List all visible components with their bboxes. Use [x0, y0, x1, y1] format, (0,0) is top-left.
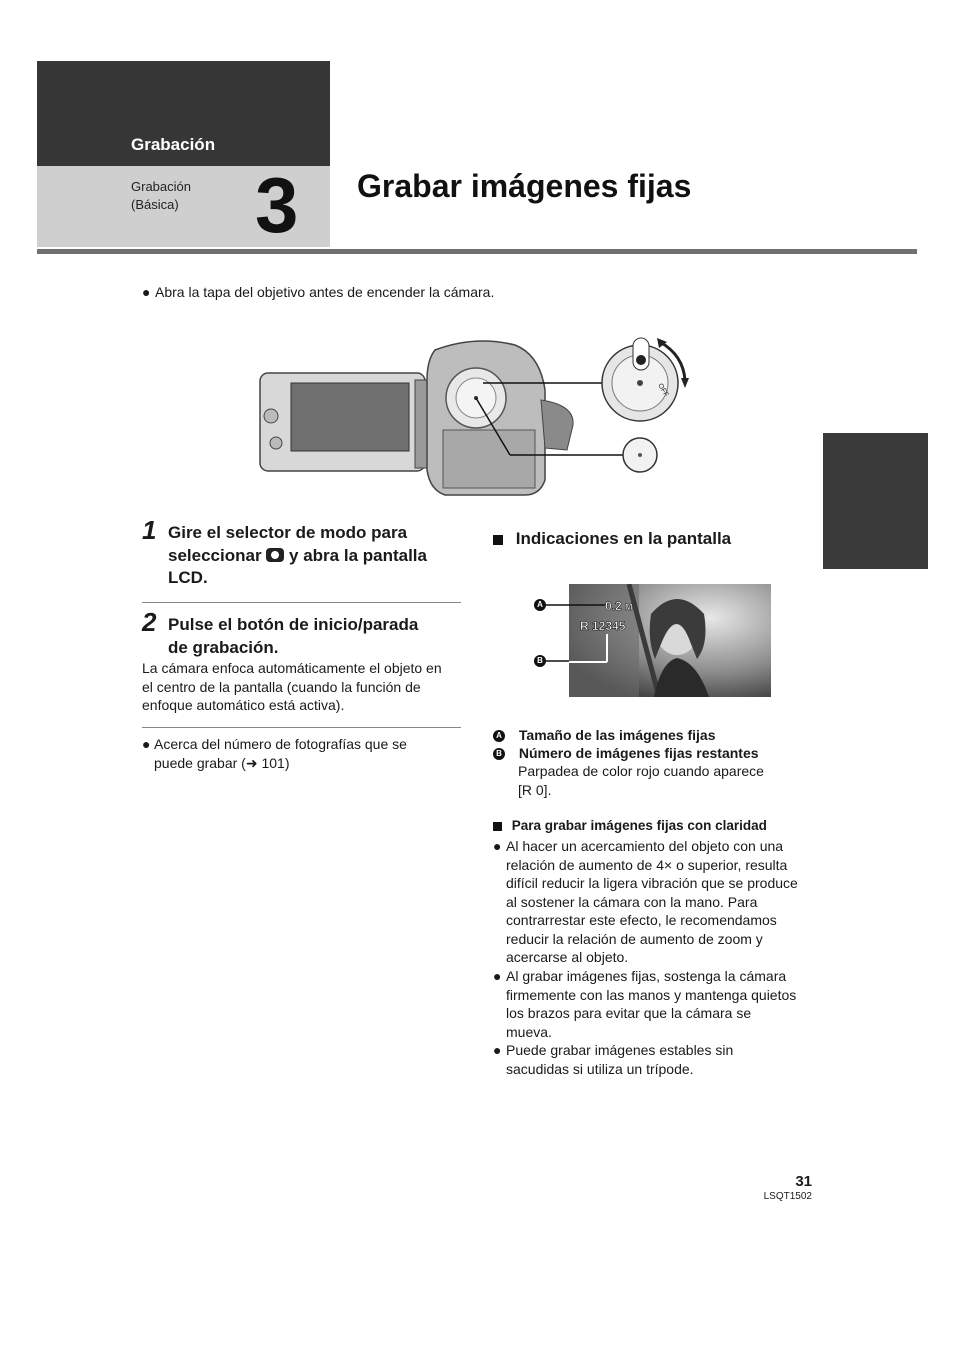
intro-note: ● Abra la tapa del objetivo antes de encender la cámara.: [142, 284, 495, 300]
header-rule: [37, 249, 917, 254]
clarity-bullet-1: ● Al hacer un acercamiento del objeto con una relación de aumento de 4× o superior, resulta difícil reducir la ligera vibración que se produce al sostener la cámara con la mano. Para contrarrestar este efecto, le recomendamos reducir la relación de aumento de zoom y acercarse al objeto.: [493, 838, 798, 965]
osd-size-value: 0.2: [605, 599, 622, 613]
page-number: 31: [795, 1173, 812, 1190]
clarity-bullet-3: ● Puede grabar imágenes estables sin sacudidas si utiliza un trípode.: [493, 1042, 734, 1077]
bullet-icon: ●: [493, 968, 502, 984]
camera-mode-icon: [636, 355, 646, 365]
osd-size-unit: M: [625, 602, 633, 612]
legend-a: A Tamaño de las imágenes fijas: [493, 726, 716, 745]
clarity-bullet-2: ● Al grabar imágenes fijas, sostenga la cámara firmemente con las manos y mantenga quietos los brazos para evitar que la cámara se mueva.: [493, 968, 797, 1040]
arrow-right-icon: ➜: [245, 754, 262, 771]
osd-remaining: R 12345: [580, 619, 626, 633]
dial-off-label: OFF: [656, 382, 670, 399]
camera-grip: [541, 400, 573, 450]
legend-b-note: Parpadea de color rojo cuando aparece [R 0].: [518, 763, 764, 798]
bullet-icon: ●: [493, 838, 502, 854]
lcd-button-icon: [270, 437, 282, 449]
subsection-line-2: (Básica): [131, 197, 179, 212]
clarity-heading: Para grabar imágenes fijas con claridad: [493, 818, 767, 833]
lcd-screen: [291, 383, 409, 451]
legend-b: B Número de imágenes fijas restantes: [493, 744, 759, 763]
document-code: LSQT1502: [763, 1191, 812, 1202]
chapter-number: 3: [255, 161, 299, 249]
side-tab: [823, 433, 928, 569]
bullet-icon: ●: [142, 284, 151, 300]
left-note: ● Acerca del número de fotografías que se puede grabar (➜ 101): [142, 736, 407, 771]
subsection-line-1: Grabación: [131, 179, 191, 194]
subsection-label: [131, 178, 191, 214]
step-2-body: La cámara enfoca automáticamente el objeto en el centro de la pantalla (cuando la función de enfoque automático está activa).: [142, 660, 442, 713]
square-bullet-icon: [493, 822, 502, 831]
step-separator: [142, 602, 461, 603]
note-separator: [142, 727, 461, 728]
section-title: Grabación: [131, 135, 216, 154]
marker-b-icon: B: [493, 748, 505, 760]
indications-heading: Indicaciones en la pantalla: [493, 529, 731, 549]
page-title: Grabar imágenes fijas: [357, 168, 692, 204]
step-1-number: 1: [142, 515, 157, 545]
marker-b: B: [534, 655, 546, 667]
square-bullet-icon: [493, 535, 503, 545]
step-2-number: 2: [142, 607, 157, 637]
camera-illustration: [255, 330, 695, 500]
marker-a-icon: A: [493, 730, 505, 742]
camera-mode-icon: [266, 548, 284, 562]
step-2-text: Pulse el botón de inicio/parada de grabación.: [168, 615, 419, 657]
step-1-text: Gire el selector de modo para seleccionar y abra la pantalla LCD.: [168, 523, 427, 587]
bullet-icon: ●: [493, 1042, 502, 1058]
dial-indicator: [633, 338, 649, 370]
marker-a: A: [534, 599, 546, 611]
lcd-button-icon: [264, 409, 278, 423]
bullet-icon: ●: [142, 736, 151, 752]
